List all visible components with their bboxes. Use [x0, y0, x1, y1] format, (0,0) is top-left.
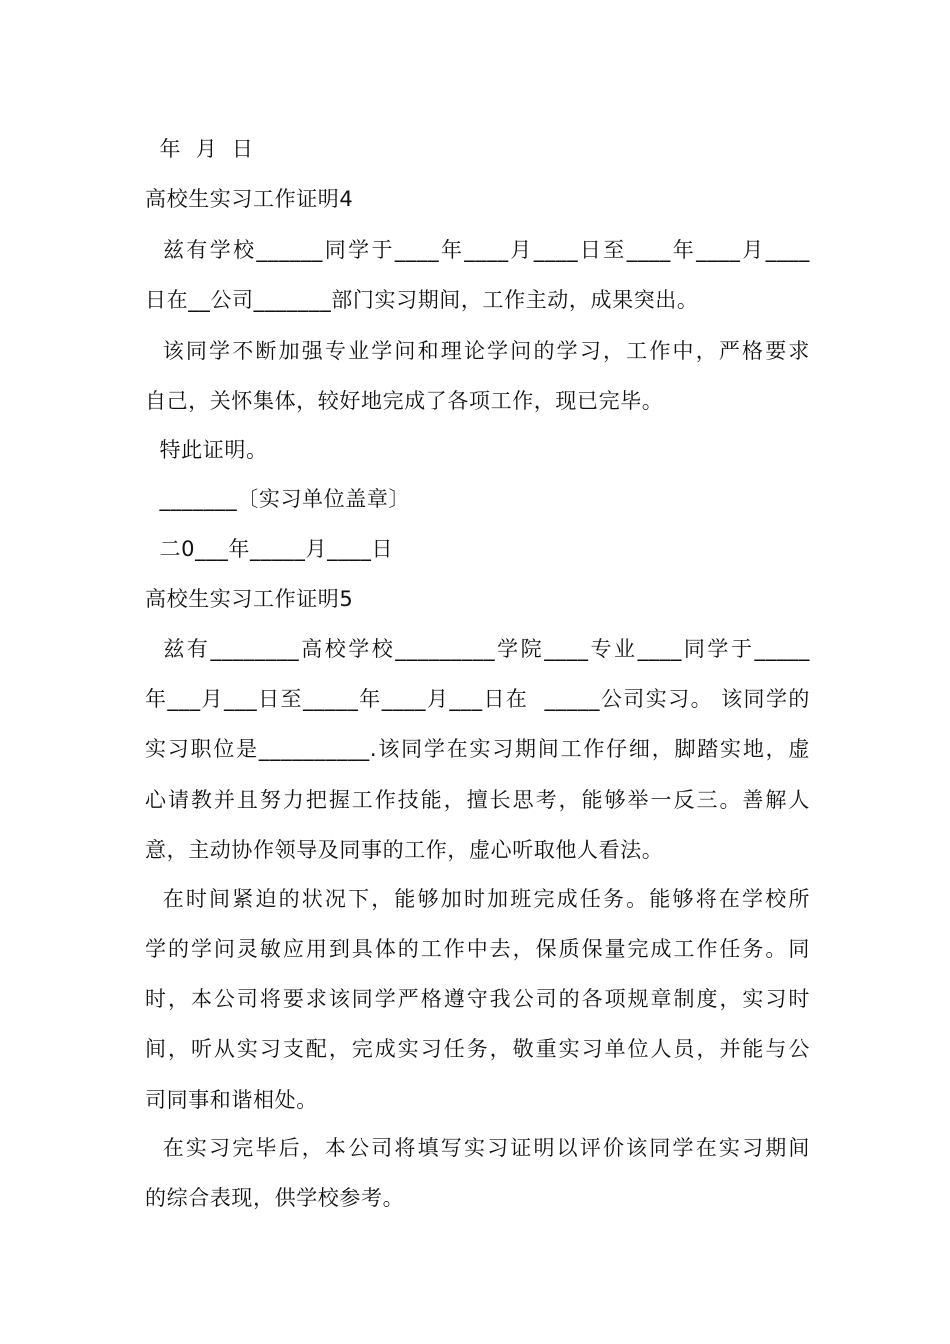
date-line: 年 月 日 [145, 137, 254, 161]
paragraph-line: 年___月___日至_____年____月___日在 _____公司实习。 该同学的 [145, 687, 810, 711]
paragraph-line: 司同事和谐相处。 [145, 1088, 318, 1112]
paragraph-line: 在实习完毕后，本公司将填写实习证明以评价该同学在实习期间 [145, 1136, 810, 1160]
paragraph-line: 的综合表现，供学校参考。 [145, 1186, 405, 1210]
paragraph-line: 实习职位是__________.该同学在实习期间工作仔细，脚踏实地，虚 [145, 737, 810, 761]
date-line: 二0___年_____月____日 [145, 537, 394, 561]
paragraph-line: 学的学问灵敏应用到具体的工作中去，保质保量完成工作任务。同 [145, 937, 810, 961]
paragraph-line: 该同学不断加强专业学问和理论学问的学习，工作中，严格要求 [145, 339, 810, 363]
paragraph-line: 间，听从实习支配，完成实习任务，敬重实习单位人员，并能与公 [145, 1037, 810, 1061]
seal-line: _______〔实习单位盖章〕 [145, 487, 411, 511]
paragraph-line: 自己，关怀集体，较好地完成了各项工作，现已完毕。 [145, 389, 664, 413]
paragraph-line: 心请教并且努力把握工作技能，擅长思考，能够举一反三。善解人 [145, 788, 810, 812]
section-title-5: 高校生实习工作证明5 [145, 587, 354, 611]
paragraph-line: 特此证明。 [145, 438, 268, 462]
paragraph-line: 时，本公司将要求该同学严格遵守我公司的各项规章制度，实习时 [145, 987, 810, 1011]
paragraph-line: 意，主动协作领导及同事的工作，虚心听取他人看法。 [145, 838, 664, 862]
paragraph-line: 在时间紧迫的状况下，能够加时加班完成任务。能够将在学校所 [145, 887, 810, 911]
paragraph-line: 日在__公司_______部门实习期间，工作主动，成果突出。 [145, 288, 699, 312]
paragraph-line: 兹有________高校学校_________学院____专业____同学于_____ [145, 637, 810, 661]
paragraph-line: 兹有学校______同学于____年____月____日至____年____月____ [145, 238, 810, 262]
section-title-4: 高校生实习工作证明4 [145, 187, 354, 211]
